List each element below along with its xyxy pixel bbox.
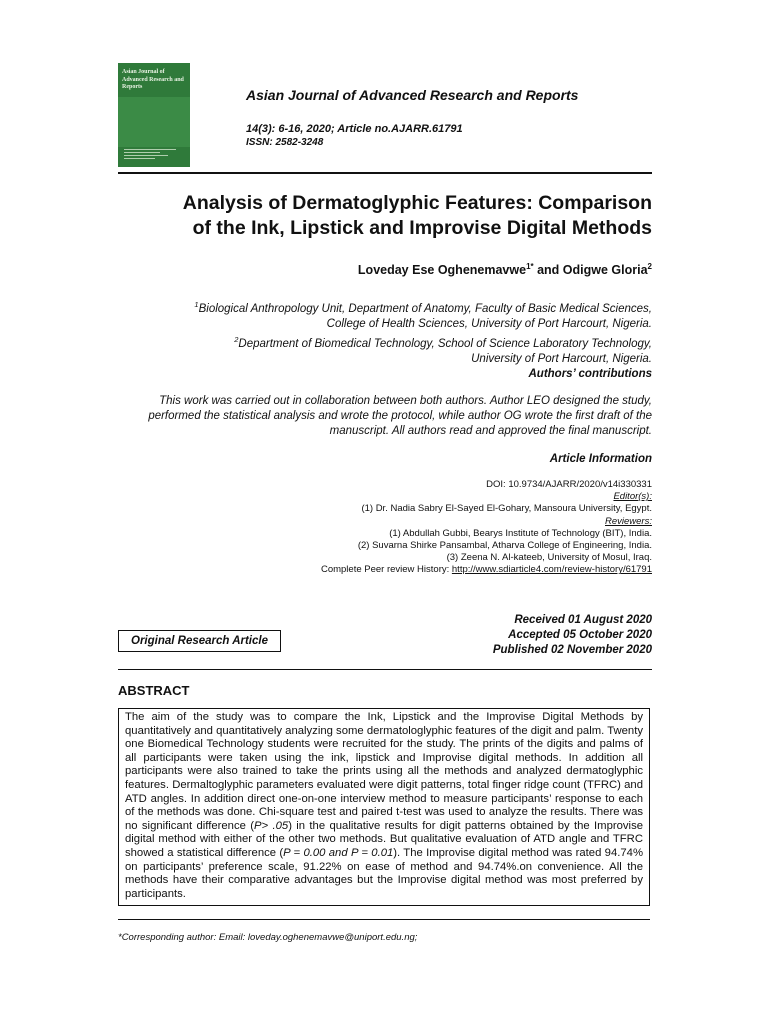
affiliations xyxy=(118,297,652,367)
article-info-block xyxy=(118,479,652,577)
journal-cover-image xyxy=(118,63,190,167)
affiliation-line: $^1$Biological Anthropology Unit, Department of Anatomy, Faculty of Basic Medical Sciences, xyxy=(194,300,652,315)
article-info-heading: Article Information xyxy=(549,453,652,465)
affiliation-mark: 1 xyxy=(194,300,199,309)
author-name: Loveday Ese Oghenemavwe xyxy=(357,263,527,278)
doi: DOI: 10.9734/AJARR/2020/v14i330331 xyxy=(486,479,652,490)
abstract-box xyxy=(118,708,650,906)
contributions-heading: Authors’ contributions xyxy=(528,368,652,380)
journal-issn: ISSN: 2582-3248 xyxy=(246,137,324,148)
journal-citation: 14(3): 6-16, 2020; Article no.AJARR.61791 xyxy=(246,123,463,135)
paper-title-line-2: of the Ink, Lipstick and Improvise Digital Methods xyxy=(192,217,652,239)
reviewers-label: Reviewers: xyxy=(605,515,652,527)
abstract-p-value: P = 0.00 and P = 0.01 xyxy=(283,846,394,859)
contributions-line: manuscript. All authors read and approved the final manuscript. xyxy=(329,425,652,437)
affiliation-line: $^2$Department of Biomedical Technology, School of Science Laboratory Technology, xyxy=(234,334,652,350)
author-affiliation-mark: 2 xyxy=(647,262,652,271)
accepted-date: Accepted 05 October 2020 xyxy=(508,629,652,641)
reviewer-entry: (3) Zeena N. Al-kateeb, University of Mosul, Iraq. xyxy=(446,552,652,564)
peer-review-link[interactable]: http://www.sdiarticle4.com/review-history/61791 xyxy=(451,564,652,576)
published-date: Published 02 November 2020 xyxy=(492,644,652,656)
author-conjunction: and xyxy=(533,263,563,278)
dates-divider xyxy=(118,669,652,670)
abstract-text: The aim of the study was to compare the Ink, Lipstick and the Improvise Digital Methods by quantitatively and quantitatively analyzing some dermatologlyphic features of the digit and palm. Twenty one Biomedical Technology students were recruited for the study. The prints of the digits and palms of all participants were taken using the ink, lipstick and Improvise digital methods. In addition all participants were also trained to take the prints using all the methods and analyzed dermatoglyphic features. Dermaltoglyphic parameters evaluated were digit patterns, total finger ridge count (TFRC) and ATD angles. In addition direct one-on-one interview method to measure participants’ response to each of the methods was done. Chi-square test and paired t-test was used to analyze the results. There was no significant difference (P> .05) in the qualitative results for digit patterns obtained by the Improvise digital method with either of the other two methods. But qualitative evaluation of ATD angle and TFRC showed a statistical difference (P = 0.00 and P = 0.01). The Improvise digital method was rated 94.74% on participants’ preference scale, 91.22% on ease of method and 94.74%.on convenience. All the methods have their comparative advantages but the Improvise digital method was most preferred by participants. xyxy=(125,711,643,900)
footnote-divider xyxy=(118,919,650,920)
corresponding-author-note: *Corresponding author: Email: loveday.oghenemavwe@uniport.edu.ng; xyxy=(118,932,418,943)
abstract-p-value: P> .05 xyxy=(254,819,289,832)
paper-title-line-1: Analysis of Dermatoglyphic Features: Comparison xyxy=(182,192,652,214)
editor-entry: (1) Dr. Nadia Sabry El-Sayed El-Gohary, Mansoura University, Egypt. xyxy=(361,503,652,515)
author-name: Odigwe Gloria xyxy=(562,263,648,278)
contributions-line: performed the statistical analysis and wrote the protocol, while author OG wrote the first draft of the xyxy=(148,410,652,422)
cover-fine-print xyxy=(124,147,176,159)
reviewer-entry: (1) Abdullah Gubbi, Bearys Institute of Technology (BIT), India. xyxy=(389,527,652,539)
author-list xyxy=(118,262,652,277)
cover-title: Asian Journal of Advanced Research and Reports xyxy=(122,69,184,90)
peer-review-history xyxy=(118,564,652,576)
paper-title xyxy=(118,191,652,241)
journal-name: Asian Journal of Advanced Research and Reports xyxy=(246,87,579,103)
editors-label: Editor(s): xyxy=(613,491,652,503)
received-date: Received 01 August 2020 xyxy=(514,614,652,626)
reviewer-entry: (2) Suvarna Shirke Pansambal, Atharva College of Engineering, India. xyxy=(357,540,652,552)
header-divider xyxy=(118,172,652,174)
contributions-line: This work was carried out in collaboration between both authors. Author LEO designed the study, xyxy=(159,395,652,407)
article-type-badge: Original Research Article xyxy=(118,630,281,652)
affiliation-line: University of Port Harcourt, Nigeria. xyxy=(471,352,652,365)
peer-review-label: Complete Peer review History: xyxy=(320,564,452,576)
affiliation-line: College of Health Sciences, University of Port Harcourt, Nigeria. xyxy=(326,317,652,330)
publication-dates xyxy=(380,613,652,658)
affiliation-mark: 2 xyxy=(234,334,239,344)
abstract-heading: ABSTRACT xyxy=(118,683,190,698)
author-affiliation-mark: 1* xyxy=(526,262,534,271)
contributions-text xyxy=(118,394,652,439)
cover-band xyxy=(118,97,190,147)
